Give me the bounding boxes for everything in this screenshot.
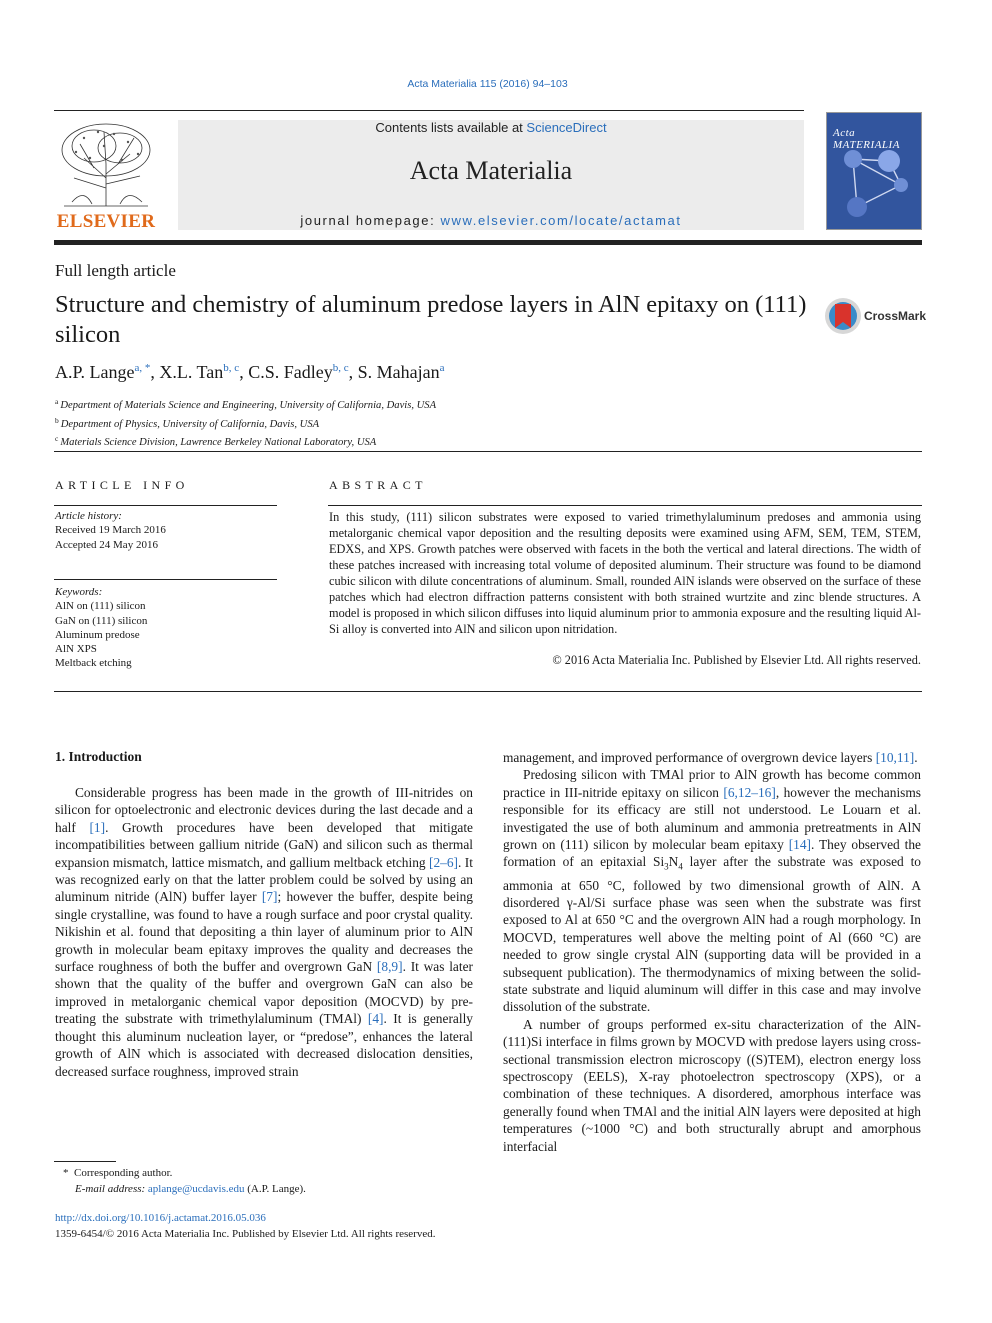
info-rule <box>54 505 277 506</box>
author-affiliation-marks[interactable]: a, * <box>134 362 151 374</box>
journal-name: Acta Materialia <box>409 156 573 185</box>
issn-line: 1359-6454/© 2016 Acta Materialia Inc. Published by Elsevier Ltd. All rights reserved. <box>55 1228 436 1240</box>
paragraph <box>55 784 473 1080</box>
reference-link[interactable]: [1] <box>89 819 106 835</box>
crossmark-label[interactable]: CrossMark <box>864 309 927 323</box>
text-run: . They observed the formation of an epitaxial Si <box>503 837 921 870</box>
accepted-date: Accepted 24 May 2016 <box>55 538 158 551</box>
homepage-line <box>178 213 804 228</box>
reference-link[interactable]: [2–6] <box>429 854 459 870</box>
keyword: Meltback etching <box>55 657 132 670</box>
abstract-bottom-rule <box>54 691 922 692</box>
footnote <box>55 1165 306 1197</box>
reference-link[interactable]: [14] <box>788 837 812 853</box>
keyword: GaN on (111) silicon <box>55 614 148 627</box>
text-run: . It was later shown that the quality of the buffer and overgrown GaN can also be improved in metalorganic chemical vapor deposition (MOCVD) by pre-treating the substrate with trimethylaluminum (TMAl) <box>55 959 473 1027</box>
subscript: 3 <box>664 862 669 873</box>
affiliation-text: Materials Science Division, Lawrence Berkeley National Laboratory, USA <box>60 437 377 448</box>
email-suffix: (A.P. Lange). <box>244 1183 306 1195</box>
body-column-left <box>55 784 473 1080</box>
contents-line <box>178 120 804 135</box>
homepage-prefix: journal homepage: <box>300 213 441 228</box>
abstract-copyright: © 2016 Acta Materialia Inc. Published by Elsevier Ltd. All rights reserved. <box>552 653 921 667</box>
info-rule <box>54 579 277 580</box>
received-date: Received 19 March 2016 <box>55 524 166 537</box>
footnote-email <box>55 1181 306 1197</box>
author-name: A.P. Lange <box>55 362 135 382</box>
author-affiliation-marks[interactable]: b, c <box>332 362 349 374</box>
doi-link[interactable]: http://dx.doi.org/10.1016/j.actamat.2016.05.036 <box>55 1212 266 1224</box>
text-run: Predosing silicon with TMAl prior to AlN growth has become common practice in III-nitride epitaxy on silicon <box>503 767 921 800</box>
paragraph: A number of groups performed ex-situ characterization of the AlN-(111)Si interface in films grown by MOCVD with predose layers using cross-sectional transmission electron microscopy ((S)TEM), electron energy loss spectroscopy (EELS), X-ray photoelectron spectroscopy (XPS), or a combination of these techniques. A disordered, amorphous interface was generally found when TMAl and the initial AlN layers were deposited at high temperatures (~1000 °C) and both structurally abrupt and amorphous interfacial <box>503 1016 921 1154</box>
email-link[interactable]: aplange@ucdavis.edu <box>147 1183 245 1195</box>
article-type: Full length article <box>55 261 176 280</box>
keywords <box>55 585 147 671</box>
paragraph <box>503 749 921 766</box>
affiliation-label: c <box>55 434 59 443</box>
article-info-heading: ARTICLE INFO <box>55 478 189 492</box>
text-run: layer after the substrate was exposed to ammonia at 650 °C, followed by two dimensional growth of AlN. A disordered γ-Al/Si surface phase was seen when the substrate was first exposed to Al at 650 °C and the overgrown AlN had a rough morphology. In MOCVD, temperatures well above the melting point of Al (660 °C) are needed to grow single crystal AlN (supporting data will be provided in a subsequent publication). The thermodynamics of mixing between the solid-state substrate and liquid aluminum will differ in this case and may involve dissolution of the substrate. <box>503 854 921 1015</box>
reference-link[interactable]: [4] <box>367 1011 384 1027</box>
reference-link[interactable]: [10,11] <box>875 750 915 765</box>
affiliation-label: b <box>55 415 59 425</box>
author-affiliation-marks[interactable]: b, c <box>223 362 240 374</box>
keywords-label: Keywords: <box>55 586 103 598</box>
text-run: management, and improved performance of overgrown device layers <box>503 750 876 765</box>
article-history <box>55 509 166 552</box>
author-name: X.L. Tan <box>159 362 224 382</box>
author-affiliation-marks[interactable]: a <box>439 362 445 374</box>
abstract-heading: ABSTRACT <box>329 478 427 492</box>
section-heading-introduction: 1. Introduction <box>55 749 142 764</box>
text-run: . Growth procedures have been developed that mitigate incompatibilities between gallium nitride (GaN) and silicon such as thermal expansion mismatch, lattice mismatch, and gallium meltback etching <box>55 819 473 870</box>
affiliation-text: Department of Physics, University of California, Davis, USA <box>60 418 320 430</box>
cover-title: Acta MATERIALIA <box>833 127 900 151</box>
contents-prefix: Contents lists available at <box>375 120 527 135</box>
author-name: C.S. Fadley <box>248 362 333 382</box>
article-title: Structure and chemistry of aluminum predose layers in AlN epitaxy on (111) silicon <box>55 291 807 348</box>
affiliation-item <box>55 432 436 451</box>
footnote-corresponding <box>55 1165 306 1181</box>
abstract-text: In this study, (111) silicon substrates were exposed to varied trimethylaluminum predoses and ammonia using metalorganic chemical vapor deposition and the resulting deposits were examined using AFM, SEM, TEM, STEM, EDXS, and XPS. Growth patches were observed with facets in the both the vertical and lateral directions. The width of these patches increased with increasing total volume of deposited aluminum. Their structure was found to be diamond cubic silicon with dilute concentrations of aluminum. Small, rounded AlN islands were observed on the surface of these patches which had electron diffraction patterns consistent with both strained wurtzite and zinc blende structures. A model is proposed in which silicon diffuses into liquid aluminum prior to ammonia exposure and the resulting liquid Al-Si alloy is converted into AlN and silicon upon nitridation. <box>329 510 921 636</box>
journal-citation-link[interactable]: Acta Materialia 115 (2016) 94–103 <box>407 78 568 90</box>
footnote-rule <box>54 1161 116 1162</box>
body-column-right <box>503 749 921 1155</box>
elsevier-wordmark: ELSEVIER <box>56 211 156 232</box>
email-label: E-mail address: <box>75 1183 148 1195</box>
homepage-link[interactable]: www.elsevier.com/locate/actamat <box>440 213 682 228</box>
author-name: S. Mahajan <box>357 362 440 382</box>
affiliation-item <box>55 414 436 433</box>
footnote-text: Corresponding author. <box>74 1167 173 1179</box>
doi-block <box>55 1210 435 1242</box>
author-list: A.P. Lange$^{a, *}$, X.L. Tan$^{b, c}$, C.S. Fadley$^{b, c}$, S. Mahajan$^a$ <box>55 362 445 382</box>
keyword: Aluminum predose <box>55 628 140 641</box>
text-run: Considerable progress has been made in the growth of III-nitrides on silicon for optoelectronic and electronic devices during the last decade and a half <box>55 785 473 835</box>
keyword: AlN on (111) silicon <box>55 600 146 613</box>
text-run: . It was recognized early on that the latter problem could be solved by using an aluminum nitride (AlN) buffer layer <box>55 854 473 905</box>
affiliation-text: Department of Materials Science and Engineering, University of California, Davis, USA <box>60 400 437 411</box>
text-run: ; however the buffer, despite being single crystalline, was found to have a rough surface and poor crystal quality. Nikishin et al. found that depositing a thin layer of aluminum prior to AlN growth in molecular beam epitaxy improves the quality and decreases the surface roughness of both the buffer and overgrown GaN <box>55 889 473 975</box>
reference-link[interactable]: [7] <box>261 889 278 905</box>
text-run: , however the mechanisms responsible for its efficacy are still not understood. Le Louarn et al. investigated the use of both aluminum and ammonia pretreatments in AlN grown on (111) silicon by molecular beam epitaxy <box>503 784 921 853</box>
history-label: Article history: <box>55 510 122 522</box>
text-run: . It is generally thought this aluminum nucleation layer, or “predose”, enhances the lateral growth of AlN which is associated with decreased dislocation densities, decreased surface roughness, improved strain <box>55 1011 473 1079</box>
text-run: N <box>668 854 679 870</box>
keyword: AlN XPS <box>55 643 97 656</box>
info-top-rule <box>54 451 922 452</box>
header-top-rule <box>54 110 804 111</box>
paragraph <box>503 766 921 1015</box>
text-run: . <box>914 750 918 765</box>
header-bottom-rule <box>54 240 922 245</box>
reference-link[interactable]: [8,9] <box>376 959 403 975</box>
affiliation-label: a <box>55 397 59 406</box>
sciencedirect-link[interactable]: ScienceDirect <box>526 120 607 135</box>
affiliation-item <box>55 395 436 414</box>
subscript: 4 <box>678 862 683 873</box>
affiliation-list <box>55 395 436 451</box>
journal-cover-image <box>826 112 922 230</box>
footnote-mark: * <box>63 1167 69 1179</box>
reference-link[interactable]: [6,12–16] <box>723 784 776 800</box>
abstract-rule <box>328 505 922 506</box>
